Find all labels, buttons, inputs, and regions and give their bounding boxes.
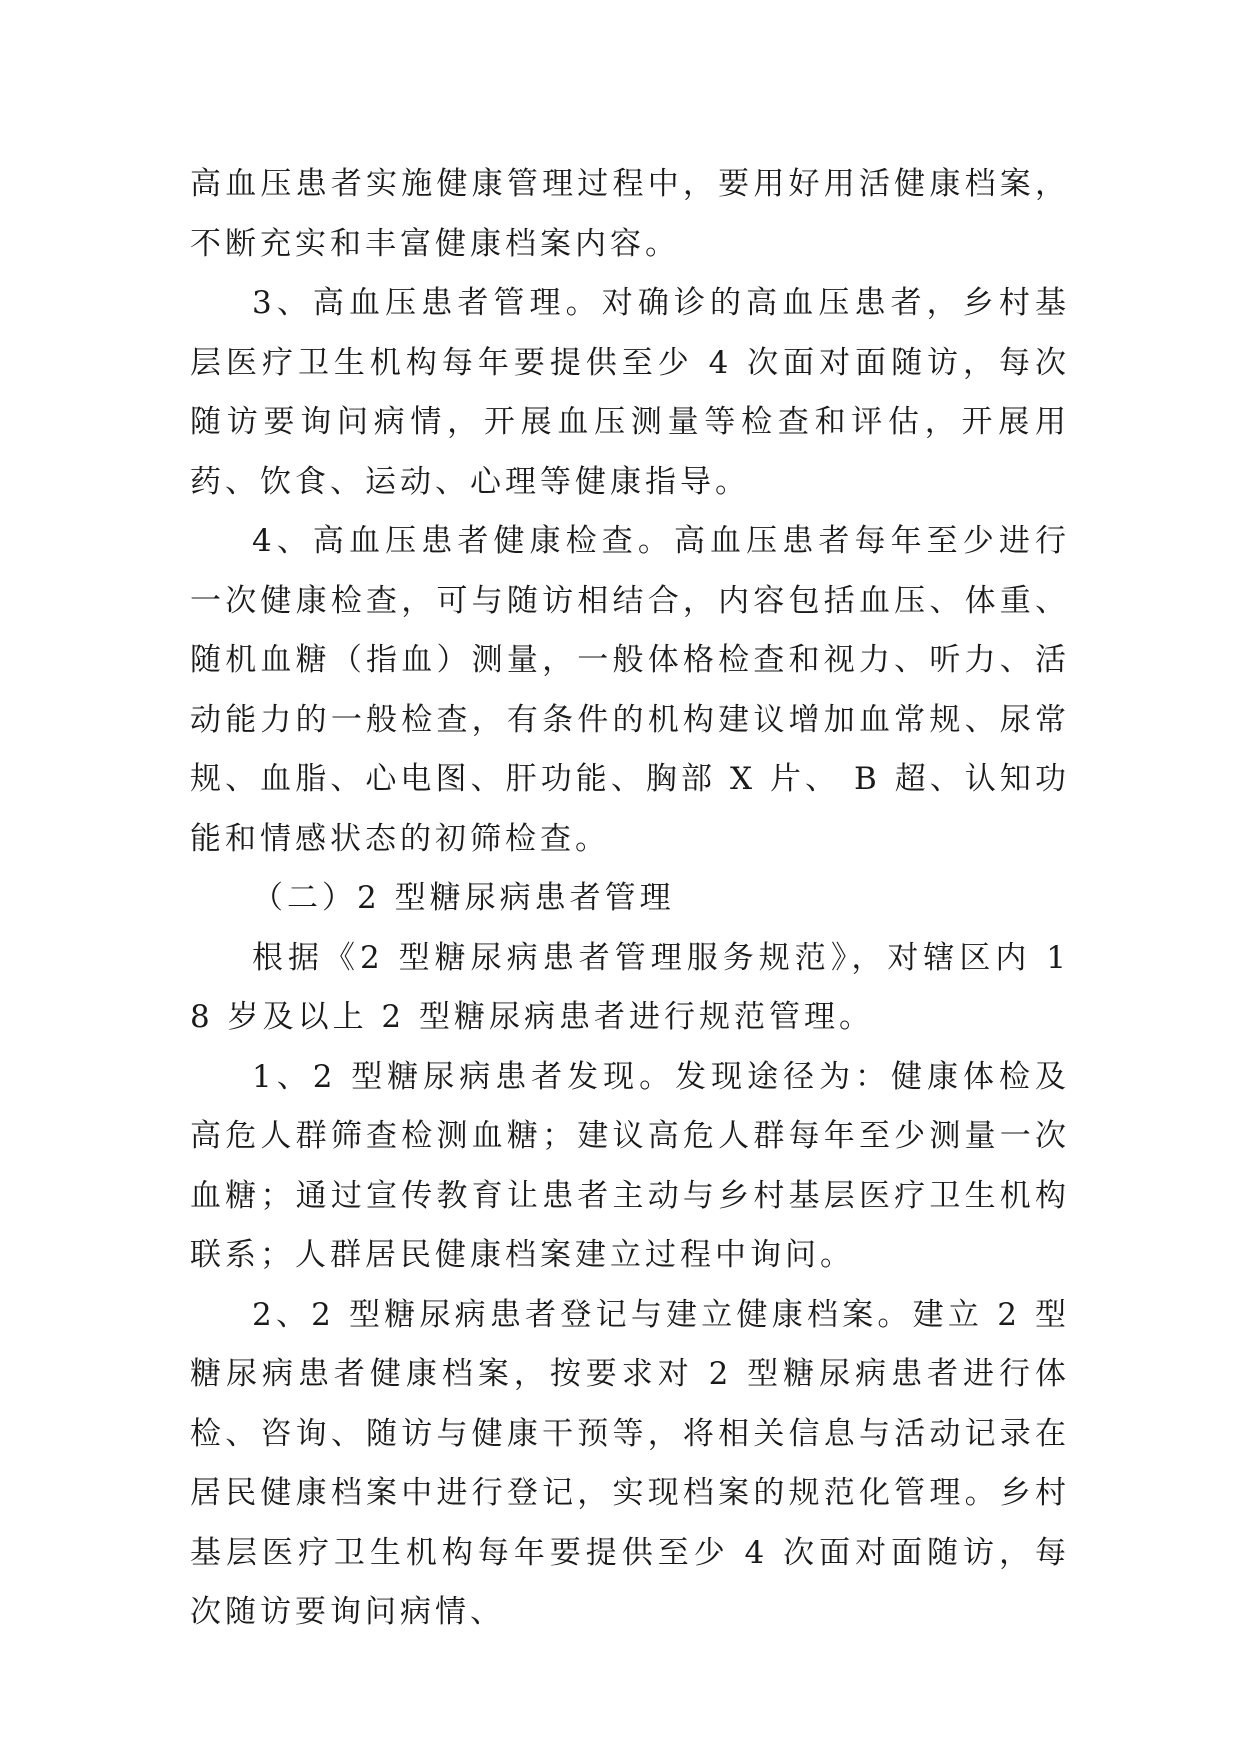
paragraph-diabetes-intro: 根据《2 型糖尿病患者管理服务规范》，对辖区内 18 岁及以上 2 型糖尿病患者进行规范管理。	[190, 939, 1070, 1035]
paragraph-hypertension-checkup: 4、高血压患者健康检查。高血压患者每年至少进行一次健康检查，可与随访相结合，内容包括血压、体重、随机血糖（指血）测量，一般体格检查和视力、听力、活动能力的一般检查，有条件的机构建议增加血常规、尿常规、血脂、心电图、肝功能、胸部 X 片、 B 超、认知功能和情感状态的初筛检查。	[190, 523, 1070, 857]
document-body	[190, 155, 1070, 1643]
paragraph-diabetes-discovery: 1、2 型糖尿病患者发现。发现途径为：健康体检及高危人群筛查检测血糖；建议高危人群每年至少测量一次血糖；通过宣传教育让患者主动与乡村基层医疗卫生机构联系；人群居民健康档案建立过程中询问。	[190, 1058, 1070, 1273]
section-heading-diabetes: （二）2 型糖尿病患者管理	[252, 880, 675, 916]
paragraph-continued: 高血压患者实施健康管理过程中，要用好用活健康档案，不断充实和丰富健康档案内容。	[190, 166, 1070, 262]
paragraph-hypertension-management: 3、高血压患者管理。对确诊的高血压患者，乡村基层医疗卫生机构每年要提供至少 4 次面对面随访，每次随访要询问病情，开展血压测量等检查和评估，开展用药、饮食、运动、心理等健康指导。	[190, 285, 1070, 500]
paragraph-diabetes-registration: 2、2 型糖尿病患者登记与建立健康档案。建立 2 型糖尿病患者健康档案，按要求对 2 型糖尿病患者进行体检、咨询、随访与健康干预等，将相关信息与活动记录在居民健康档案中进行登记，实现档案的规范化管理。乡村基层医疗卫生机构每年要提供至少 4 次面对面随访，每次随访要询问病情、	[190, 1296, 1070, 1630]
